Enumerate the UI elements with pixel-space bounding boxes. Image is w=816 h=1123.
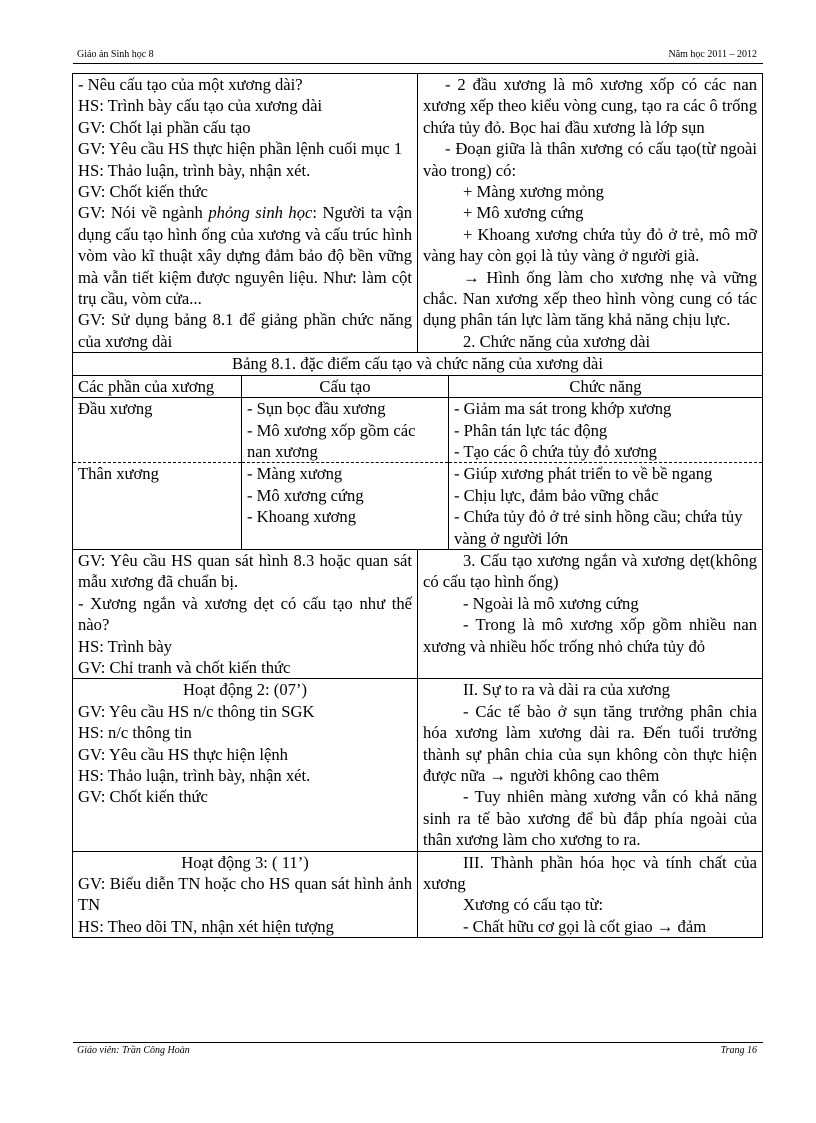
row-2 (72, 549, 763, 679)
table-8-1-title: Bảng 8.1. đặc điểm cấu tạo và chức năng của xương dài (73, 353, 763, 375)
table-8-1 (72, 352, 763, 550)
row-3 (72, 678, 763, 851)
table-row (73, 398, 763, 463)
text-line: GV: Yêu cầu HS thực hiện lệnh (78, 744, 288, 764)
row-1-left (73, 74, 418, 353)
text-line: - Tuy nhiên màng xương vẫn có khả năng sinh ra tế bào xương để bù đắp phía ngoài của thân xương làm cho xương to ra. (423, 787, 757, 850)
text-line: - Mô xương xốp gồm các nan xương (247, 420, 416, 461)
text-line (78, 202, 412, 309)
text-line: GV: Biểu diễn TN hoặc cho HS quan sát hình ảnh TN (78, 874, 412, 915)
text-line: - Trong là mô xương xốp gồm nhiều nan xương và nhiều hốc trống nhỏ chứa tủy đỏ (423, 615, 757, 656)
text-line: - Nêu cấu tạo của một xương dài? (78, 75, 303, 94)
text-line: - Màng xương (247, 464, 343, 484)
table-header: Các phần của xương (73, 375, 242, 397)
text-line: GV: Chốt lại phần cấu tạo (78, 117, 251, 137)
row-2-right (418, 549, 763, 678)
lesson-plan (72, 73, 763, 938)
text-line: Xương có cấu tạo từ: (463, 895, 604, 915)
row-3-left (73, 679, 418, 851)
text-line: - Khoang xương (247, 507, 357, 527)
text-part: GV: Nói về ngành (78, 203, 209, 223)
text-line: GV: Yêu cầu HS n/c thông tin SGK (78, 701, 315, 721)
table-header: Chức năng (449, 375, 763, 397)
text-line: GV: Chỉ tranh và chốt kiến thức (78, 657, 291, 677)
header-left: Giáo án Sinh học 8 (77, 49, 154, 60)
text-line: - Phân tán lực tác động (454, 420, 608, 440)
footer-right: Trang 16 (720, 1045, 757, 1056)
table-cell-structure (242, 398, 449, 463)
text-line: HS: Trình bày cấu tạo của xương dài (78, 96, 323, 116)
row-1-right (418, 74, 763, 353)
text-line: 2. Chức năng của xương dài (463, 331, 651, 351)
table-cell-part: Đầu xương (73, 398, 242, 463)
text-line: + Khoang xương chứa tủy đỏ ở trẻ, mô mỡ vàng hay còn gọi là tủy vàng ở người già. (423, 224, 757, 266)
italic-term: phỏng sinh học (208, 203, 313, 223)
section-heading: II. Sự to ra và dài ra của xương (463, 680, 670, 700)
text-line: - Các tế bào ở sụn tăng trưởng phân chia hóa xương làm xương dài ra. Đến tuổi trưởng thành sự phân chia của sụn không còn thực hiện được nữa → người không cao thêm (423, 701, 757, 785)
text-line: GV: Chốt kiến thức (78, 787, 208, 807)
section-heading: III. Thành phần hóa học và tính chất của xương (423, 852, 757, 894)
text-line: - Xương ngắn và xương dẹt có cấu tạo như thế nào? (78, 593, 412, 635)
text-line: - Chịu lực, đảm bảo vững chắc (454, 485, 659, 505)
text-line: GV: Yêu cầu HS quan sát hình 8.3 hoặc quan sát mẫu xương đã chuẩn bị. (78, 550, 412, 592)
text-line: - 2 đầu xương là mô xương xốp có các nan xương xếp theo kiểu vòng cung, tạo ra các ô trống chứa tủy đỏ. Bọc hai đầu xương là lớp sụn (423, 75, 757, 137)
activity-title: Hoạt động 2: (07’) (183, 680, 307, 700)
table-header: Cấu tạo (242, 375, 449, 397)
row-3-right (418, 679, 763, 851)
row-4 (72, 851, 763, 939)
text-line: - Giảm ma sát trong khớp xương (454, 399, 672, 419)
text-line: - Chứa tủy đỏ ở trẻ sinh hồng cầu; chứa tủy vàng ở người lớn (454, 507, 743, 548)
table-row (73, 463, 763, 550)
text-line: HS: Thảo luận, trình bày, nhận xét. (78, 766, 311, 785)
activity-title: Hoạt động 3: ( 11’) (181, 852, 309, 872)
row-4-left (73, 851, 418, 938)
table-cell-structure (242, 463, 449, 550)
text-line: - Chất hữu cơ gọi là cốt giao → đảm (463, 916, 707, 936)
text-line: - Giúp xương phát triển to về bề ngang (454, 464, 713, 484)
text-part: : Người ta vận dụng cấu tạo hình ống của xương và cấu trúc hình vòm vào kĩ thuật xây dựng đảm bảo độ bền vững mà vẫn tiết kiệm được nguyên liệu. Như: làm cột trụ cầu, vòm cửa... (78, 203, 413, 309)
text-line: → Hình ống làm cho xương nhẹ và vững chắc. Nan xương xếp theo hình vòng cung có tác dụng phân tán lực làm tăng khả năng chịu lực. (423, 267, 757, 330)
text-line: HS: Thảo luận, trình bày, nhận xét. (78, 160, 311, 180)
text-line: GV: Chốt kiến thức (78, 182, 208, 202)
footer-divider (73, 1042, 763, 1043)
footer-left: Giáo viên: Trần Công Hoàn (77, 1045, 190, 1056)
text-line: GV: Yêu cầu HS thực hiện phần lệnh cuối mục 1 (78, 139, 403, 159)
row-1 (72, 73, 763, 353)
text-line: + Mô xương cứng (463, 203, 584, 223)
table-cell-function (449, 398, 763, 463)
text-line: + Màng xương mỏng (463, 182, 604, 202)
table-cell-part: Thân xương (73, 463, 242, 550)
text-line: - Đoạn giữa là thân xương có cấu tạo(từ ngoài vào trong) có: (423, 139, 757, 180)
text-line: - Tạo các ô chứa tủy đỏ xương (454, 441, 657, 461)
header-right: Năm học 2011 – 2012 (668, 49, 757, 60)
row-2-left (73, 549, 418, 678)
text-line: - Ngoài là mô xương cứng (463, 593, 639, 613)
row-4-right (418, 851, 763, 938)
text-line: 3. Cấu tạo xương ngắn và xương dẹt(không có cấu tạo hình ống) (423, 550, 757, 592)
text-line: HS: Theo dõi TN, nhận xét hiện tượng (78, 916, 334, 936)
text-line: GV: Sử dụng bảng 8.1 để giảng phần chức năng của xương dài (78, 310, 412, 351)
text-line: - Sụn bọc đầu xương (247, 399, 386, 419)
table-cell-function (449, 463, 763, 550)
header-divider (73, 63, 763, 64)
text-line: HS: n/c thông tin (78, 723, 192, 743)
text-line: - Mô xương cứng (247, 485, 364, 505)
text-line: HS: Trình bày (78, 636, 173, 656)
